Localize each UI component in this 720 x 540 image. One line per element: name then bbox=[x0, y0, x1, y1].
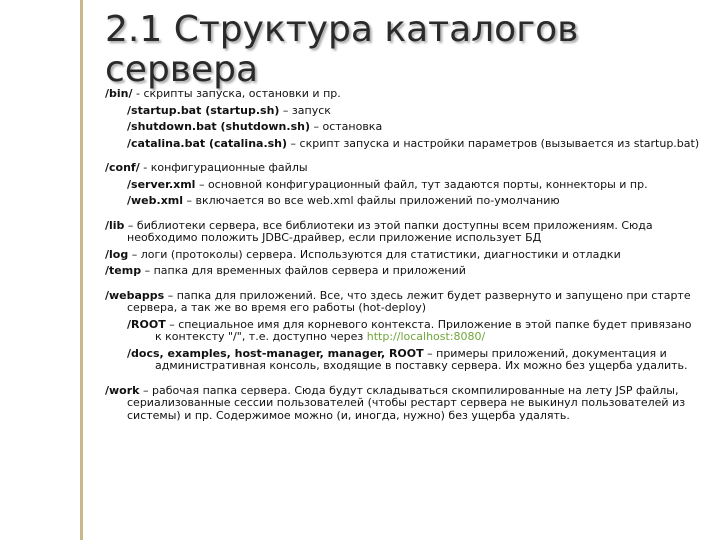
localhost-link[interactable]: http://localhost:8080/ bbox=[366, 330, 486, 343]
item-docs bbox=[105, 348, 700, 373]
item-lib bbox=[105, 220, 700, 245]
lib-path: /lib bbox=[105, 218, 125, 232]
startup-name: /startup.bat (startup.sh) bbox=[127, 103, 280, 117]
bin-desc: - скрипты запуска, остановки и пр. bbox=[132, 87, 341, 100]
item-work bbox=[105, 385, 700, 423]
work-desc: – рабочая папка сервера. Сюда будут складываться скомпилированные на лету JSP файлы, сериализованные сессии пользователей (чтобы рестарт сервера не выкинул пользователей из системы) и пр. Содержимое можно (и, иногда, нужно) без ущерба удалять. bbox=[127, 383, 686, 422]
log-desc: – логи (протоколы) сервера. Используются для статистики, диагностики и отладки bbox=[128, 247, 621, 261]
item-bin bbox=[105, 88, 700, 101]
item-server-xml bbox=[105, 179, 700, 192]
web-xml-desc: – включается во все web.xml файлы приложений по-умолчанию bbox=[183, 194, 560, 207]
shutdown-name: /shutdown.bat (shutdown.sh) bbox=[127, 120, 310, 133]
slide-body bbox=[105, 88, 700, 422]
item-catalina bbox=[105, 138, 700, 151]
docs-desc: – примеры приложений, документация и административная консоль, входящие в поставку сервера. Их можно без ущерба удалить. bbox=[155, 346, 688, 372]
webapps-desc: – папка для приложений. Все, что здесь лежит будет развернуто и запущено при старте сервера, а так же во время его работы (hot-deploy) bbox=[127, 288, 691, 314]
webapps-path: /webapps bbox=[105, 288, 165, 302]
startup-desc: – запуск bbox=[279, 103, 331, 117]
temp-path: /temp bbox=[105, 264, 142, 277]
item-startup bbox=[105, 105, 700, 118]
item-web-xml bbox=[105, 195, 700, 208]
item-root bbox=[105, 319, 700, 344]
log-path: /log bbox=[105, 247, 129, 261]
item-shutdown bbox=[105, 121, 700, 134]
item-log bbox=[105, 249, 700, 262]
server-xml-desc: – основной конфигурационный файл, тут задаются порты, коннекторы и пр. bbox=[195, 177, 648, 191]
bin-path: /bin/ bbox=[105, 87, 133, 100]
web-xml-name: /web.xml bbox=[127, 194, 184, 207]
item-temp bbox=[105, 265, 700, 278]
docs-name: /docs, examples, host-manager, manager, ROOT bbox=[127, 346, 424, 360]
catalina-name: /catalina.bat (catalina.sh) bbox=[127, 136, 288, 150]
lib-desc: – библиотеки сервера, все библиотеки из этой папки доступны всем приложениям. Сюда необходимо положить JDBC-драйвер, если приложение использует БД bbox=[124, 218, 653, 244]
decorative-left-rule bbox=[80, 0, 83, 540]
item-webapps bbox=[105, 290, 700, 315]
work-path: /work bbox=[105, 383, 140, 397]
server-xml-name: /server.xml bbox=[127, 177, 196, 191]
catalina-desc: – скрипт запуска и настройки параметров (вызывается из startup.bat) bbox=[287, 136, 700, 150]
temp-desc: – папка для временных файлов сервера и приложений bbox=[141, 264, 466, 277]
slide-title: 2.1 Структура каталогов сервера bbox=[105, 9, 579, 90]
root-name: /ROOT bbox=[127, 317, 166, 331]
root-desc: – специальное имя для корневого контекста. Приложение в этой папке будет привязано к контексту "/", т.е. доступно через bbox=[155, 317, 692, 343]
item-conf bbox=[105, 162, 700, 175]
conf-path: /conf/ bbox=[105, 161, 140, 174]
conf-desc: - конфигурационные файлы bbox=[139, 161, 308, 174]
shutdown-desc: – остановка bbox=[309, 120, 383, 133]
